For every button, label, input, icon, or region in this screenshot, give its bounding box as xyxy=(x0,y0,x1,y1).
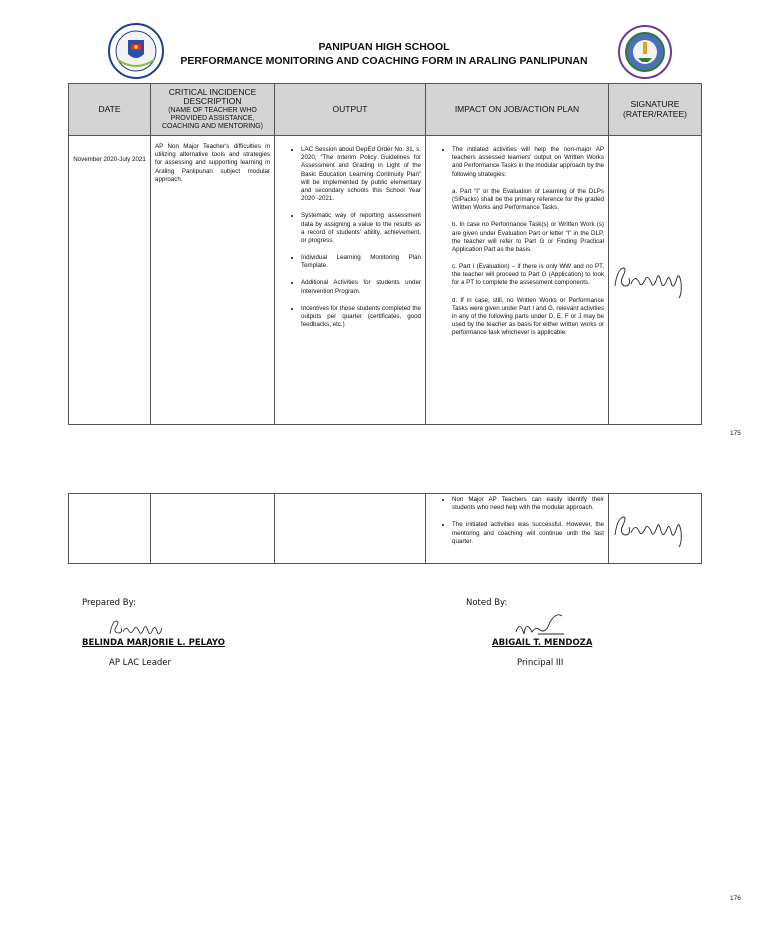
date-cell xyxy=(69,494,151,564)
impact-point: b. In case no Performance Task(s) or Written Work (s) are given under Evaluation Part or letter “I” in the DLP, the teacher will refer to Part G or Finding Practical Application Part as the basis. xyxy=(452,221,604,253)
impact-point: d. If in case, still, no Written Works or Performance Tasks were given under Part I and G, relevant activities in any of the following parts under D, E, F or J may be used by the teacher as basis for either written works or performance task whichever is applicable. xyxy=(452,296,604,337)
output-item: • Incentives for those students completed the outputs per quarter (certificates, good feedbacks, etc.) xyxy=(301,305,421,330)
signature-cell xyxy=(609,494,702,564)
date-cell xyxy=(69,136,151,425)
noted-by-name: ABIGAIL T. MENDOZA xyxy=(492,638,593,648)
header-critical-subtitle: (NAME OF TEACHER WHO PROVIDED ASSISTANCE, COACHING AND MENTORING) xyxy=(162,107,263,131)
header-date: DATE xyxy=(69,84,151,136)
page-number-176: 176 xyxy=(730,895,741,902)
header-impact: IMPACT ON JOB/ACTION PLAN xyxy=(426,84,609,136)
output-cell xyxy=(275,494,426,564)
noted-by-label: Noted By: xyxy=(466,598,508,608)
header-critical-incidence xyxy=(151,84,275,136)
header-signature: SIGNATURE (RATER/RATEE) xyxy=(609,84,702,136)
header-output: OUTPUT xyxy=(275,84,426,136)
output-cell xyxy=(275,136,426,425)
noted-by-role: Principal III xyxy=(517,658,564,668)
header-critical-title: CRITICAL INCIDENCE DESCRIPTION xyxy=(168,86,257,107)
prepared-by-name: BELINDA MARJORIE L. PELAYO xyxy=(82,638,225,648)
output-item: • Systematic way of reporting assessment data by assigning a value to the results as a record of students' ability, achievement, or progress. xyxy=(301,212,421,245)
impact-cell xyxy=(426,136,609,425)
impact-item: • The initiated activities was successful. However, the mentoring and coaching will continue until the last quarter. xyxy=(452,521,604,546)
signature-image xyxy=(609,509,701,549)
monitoring-table xyxy=(68,83,702,425)
impact-intro: • The initiated activities will help the non-major AP teachers assessed learners' output on Written Works and Performance Tasks in the modular approach by the following strategies: xyxy=(452,146,604,178)
signature-image xyxy=(609,260,701,300)
output-item: • LAC Session about DepEd Order No. 31, s. 2020, “The Interim Policy Guidelines for Assessment and Grading in Light of the Basic Education Learning Continuity Plan” will be implemented by public elementary and secondary schools this School Year 2020 -2021. xyxy=(301,146,421,203)
monitoring-table-continued xyxy=(68,493,702,564)
critical-description: AP Non Major Teacher's difficulties in utilizing alternative tools and strategies for assessing and supporting learning in Araling Panlipunan subject modular approach. xyxy=(155,143,270,183)
critical-cell xyxy=(151,494,275,564)
form-title: PERFORMANCE MONITORING AND COACHING FORM IN ARALING PANLIPUNAN xyxy=(180,55,588,67)
date-value: November 2020-July 2021 xyxy=(73,156,146,163)
output-item: • Additional Activities for students under Intervention Program. xyxy=(301,279,421,295)
table-row xyxy=(69,136,702,425)
impact-list xyxy=(430,146,604,338)
school-name: PANIPUAN HIGH SCHOOL xyxy=(318,41,450,53)
impact-item: • Non Major AP Teachers can easily identify their students who need help with the modular approach. xyxy=(452,496,604,512)
impact-point: a. Part “I” or the Evaluation of Learning of the DLPs (SIPacks) shall be the primary reference for the graded Written Works and Performance Tasks. xyxy=(452,187,604,212)
output-list xyxy=(279,146,421,329)
impact-item xyxy=(452,146,604,338)
impact-list xyxy=(430,496,604,546)
signature-cell xyxy=(609,136,702,425)
table-row xyxy=(69,494,702,564)
school-seal-logo xyxy=(612,24,678,85)
impact-point: c. Part I (Evaluation) – if there is only WW and no PT, the teacher will proceed to Part G (Application) to look for a PT to complete the assessment components. xyxy=(452,263,604,287)
critical-cell xyxy=(151,136,275,425)
impact-cell xyxy=(426,494,609,564)
deped-seal-logo xyxy=(101,22,171,85)
page-number-175: 175 xyxy=(730,430,741,437)
prepared-by-label: Prepared By: xyxy=(82,598,136,608)
prepared-by-role: AP LAC Leader xyxy=(109,658,172,668)
output-item: • Individual Learning Monitoring Plan Template. xyxy=(301,254,421,270)
